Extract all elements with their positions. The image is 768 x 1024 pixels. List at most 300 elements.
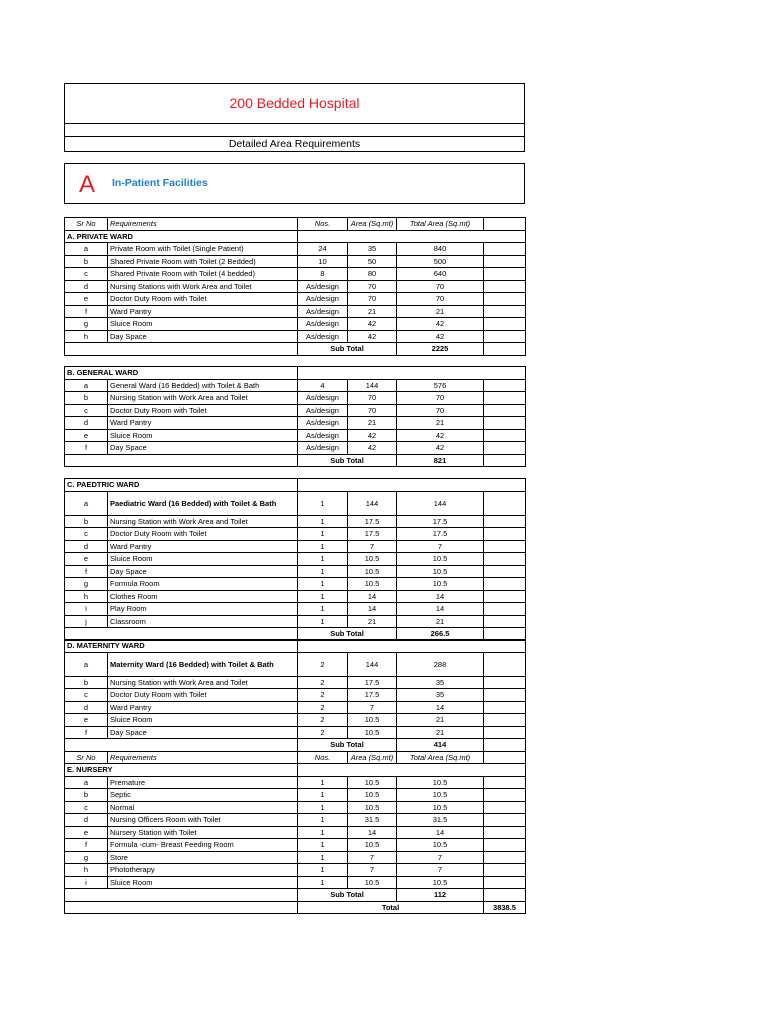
nos-cell: 1 [298, 603, 348, 616]
sr-no-cell: e [65, 293, 108, 306]
requirement-cell: Sluice Room [108, 714, 298, 727]
sr-no-cell: c [65, 528, 108, 541]
requirement-cell: Nursery Station with Toilet [108, 826, 298, 839]
blank-cell [484, 776, 526, 789]
area-cell: 7 [348, 851, 397, 864]
area-cell: 10.5 [348, 714, 397, 727]
area-cell: 10.5 [348, 553, 397, 566]
blank-cell [65, 901, 298, 914]
table-row [65, 417, 526, 430]
ward-heading-row [65, 640, 526, 653]
nos-cell: 1 [298, 565, 348, 578]
requirement-cell: Maternity Ward (16 Bedded) with Toilet & Bath [108, 652, 298, 676]
blank-cell [484, 540, 526, 553]
requirement-cell: Shared Private Room with Toilet (2 Bedded) [108, 255, 298, 268]
table-row [65, 565, 526, 578]
blank-cell [298, 640, 526, 653]
total-area-cell: 70 [397, 293, 484, 306]
area-cell: 10.5 [348, 801, 397, 814]
requirement-cell: General Ward (16 Bedded) with Toilet & Bath [108, 379, 298, 392]
total-area-cell: 640 [397, 268, 484, 281]
table-row [65, 801, 526, 814]
table-row [65, 839, 526, 852]
nos-cell: As/design [298, 404, 348, 417]
blank-cell [484, 305, 526, 318]
nos-cell: As/design [298, 429, 348, 442]
nos-cell: 2 [298, 689, 348, 702]
nos-cell: 1 [298, 528, 348, 541]
blank-cell [484, 318, 526, 331]
total-area-cell: 14 [397, 603, 484, 616]
blank-cell [65, 454, 298, 467]
table-row [65, 404, 526, 417]
sr-no-cell: b [65, 515, 108, 528]
sub-total-row [65, 454, 526, 467]
nos-cell: 1 [298, 578, 348, 591]
total-area-cell: 21 [397, 714, 484, 727]
nos-cell: 1 [298, 839, 348, 852]
sr-no-cell: i [65, 876, 108, 889]
total-area-cell: 21 [397, 615, 484, 628]
area-cell: 10.5 [348, 726, 397, 739]
nos-cell: 4 [298, 379, 348, 392]
sr-no-cell: j [65, 615, 108, 628]
title-box [64, 83, 525, 124]
requirement-cell: Play Room [108, 603, 298, 616]
sr-no-cell: h [65, 330, 108, 343]
sr-no-cell: e [65, 714, 108, 727]
area-cell: 14 [348, 590, 397, 603]
ward-heading-row [65, 479, 526, 492]
total-area-cell: 14 [397, 701, 484, 714]
col-header-total-area: Total Area (Sq.mt) [397, 751, 484, 764]
total-area-cell: 70 [397, 280, 484, 293]
area-cell: 17.5 [348, 689, 397, 702]
requirement-cell: Sluice Room [108, 876, 298, 889]
nos-cell: 1 [298, 515, 348, 528]
nos-cell: 2 [298, 714, 348, 727]
blank-cell [484, 714, 526, 727]
blank-cell [484, 429, 526, 442]
table-row [65, 442, 526, 455]
table-row [65, 293, 526, 306]
page-title: 200 Bedded Hospital [229, 95, 360, 111]
total-area-cell: 70 [397, 404, 484, 417]
requirement-cell: Day Space [108, 565, 298, 578]
total-area-cell: 42 [397, 318, 484, 331]
area-cell: 7 [348, 864, 397, 877]
table-row [65, 280, 526, 293]
sr-no-cell: f [65, 442, 108, 455]
blank-cell [484, 789, 526, 802]
total-area-cell: 31.5 [397, 814, 484, 827]
area-cell: 10.5 [348, 578, 397, 591]
nos-cell: 1 [298, 876, 348, 889]
area-cell: 10.5 [348, 876, 397, 889]
page-subtitle: Detailed Area Requirements [228, 138, 361, 150]
area-cell: 70 [348, 404, 397, 417]
column-header-row [65, 751, 526, 764]
sr-no-cell: h [65, 590, 108, 603]
col-header-requirements: Requirements [108, 751, 298, 764]
sr-no-cell: d [65, 417, 108, 430]
table-row [65, 590, 526, 603]
requirement-cell: Doctor Duty Room with Toilet [108, 293, 298, 306]
nos-cell: 1 [298, 801, 348, 814]
area-cell: 21 [348, 305, 397, 318]
sr-no-cell: e [65, 826, 108, 839]
requirement-cell: Private Room with Toilet (Single Patient) [108, 243, 298, 256]
ward-heading: D. MATERNITY WARD [65, 640, 298, 653]
area-cell: 144 [348, 379, 397, 392]
area-cell: 17.5 [348, 676, 397, 689]
total-area-cell: 576 [397, 379, 484, 392]
col-header-sr-no: Sr No [65, 751, 108, 764]
total-area-cell: 10.5 [397, 578, 484, 591]
sr-no-cell: f [65, 839, 108, 852]
sr-no-cell: d [65, 280, 108, 293]
sub-total-value: 414 [397, 739, 484, 752]
ward-heading: C. PAEDTRIC WARD [65, 479, 298, 492]
nos-cell: 1 [298, 590, 348, 603]
table-row [65, 776, 526, 789]
ward-heading: A. PRIVATE WARD [65, 230, 298, 243]
table-row [65, 714, 526, 727]
sr-no-cell: d [65, 540, 108, 553]
table-row [65, 268, 526, 281]
blank-cell [484, 652, 526, 676]
table-row [65, 553, 526, 566]
total-area-cell: 17.5 [397, 528, 484, 541]
nos-cell: As/design [298, 392, 348, 405]
sr-no-cell: a [65, 776, 108, 789]
requirement-cell: Nursing Station with Work Area and Toilet [108, 515, 298, 528]
nos-cell: 24 [298, 243, 348, 256]
ward-table [64, 217, 526, 356]
total-area-cell: 42 [397, 442, 484, 455]
blank-cell [298, 367, 526, 380]
sr-no-cell: g [65, 851, 108, 864]
ward-table [64, 478, 526, 641]
requirement-cell: Formula -cum- Breast Feeding Room [108, 839, 298, 852]
table-row [65, 615, 526, 628]
area-cell: 70 [348, 392, 397, 405]
blank-cell [484, 218, 526, 231]
area-cell: 10.5 [348, 839, 397, 852]
nos-cell: 1 [298, 615, 348, 628]
area-cell: 42 [348, 442, 397, 455]
total-area-cell: 42 [397, 429, 484, 442]
total-area-cell: 14 [397, 590, 484, 603]
requirement-cell: Sluice Room [108, 318, 298, 331]
area-cell: 42 [348, 429, 397, 442]
blank-cell [484, 603, 526, 616]
table-row [65, 814, 526, 827]
total-area-cell: 70 [397, 392, 484, 405]
table-row [65, 540, 526, 553]
requirement-cell: Phototherapy [108, 864, 298, 877]
total-area-cell: 42 [397, 330, 484, 343]
nos-cell: As/design [298, 442, 348, 455]
sr-no-cell: b [65, 392, 108, 405]
area-cell: 7 [348, 701, 397, 714]
table-row [65, 864, 526, 877]
sub-total-row [65, 343, 526, 356]
total-area-cell: 21 [397, 417, 484, 430]
area-cell: 14 [348, 826, 397, 839]
area-cell: 80 [348, 268, 397, 281]
sr-no-cell: b [65, 255, 108, 268]
requirement-cell: Nursing Stations with Work Area and Toilet [108, 280, 298, 293]
table-row [65, 243, 526, 256]
area-cell: 42 [348, 330, 397, 343]
requirement-cell: Ward Pantry [108, 417, 298, 430]
blank-cell [484, 814, 526, 827]
blank-cell [484, 826, 526, 839]
section-letter: A [79, 171, 96, 198]
ward-table [64, 639, 526, 914]
nos-cell: 2 [298, 701, 348, 714]
total-area-cell: 21 [397, 305, 484, 318]
area-cell: 144 [348, 652, 397, 676]
requirement-cell: Ward Pantry [108, 305, 298, 318]
requirement-cell: Nursing Station with Work Area and Toilet [108, 676, 298, 689]
total-area-cell: 10.5 [397, 876, 484, 889]
blank-cell [484, 343, 526, 356]
blank-cell [484, 454, 526, 467]
nos-cell: As/design [298, 305, 348, 318]
table-row [65, 392, 526, 405]
blank-cell [484, 392, 526, 405]
nos-cell: 2 [298, 652, 348, 676]
col-header-area: Area (Sq.mt) [348, 751, 397, 764]
nos-cell: 1 [298, 851, 348, 864]
blank-cell [484, 417, 526, 430]
sr-no-cell: a [65, 491, 108, 515]
blank-cell [484, 864, 526, 877]
sub-total-row [65, 739, 526, 752]
ward-heading-row [65, 764, 526, 777]
ward-heading: E. NURSERY [65, 764, 298, 777]
requirement-cell: Nursing Officers Room with Toilet [108, 814, 298, 827]
table-row [65, 689, 526, 702]
requirement-cell: Sluice Room [108, 553, 298, 566]
nos-cell: As/design [298, 293, 348, 306]
table-row [65, 330, 526, 343]
sr-no-cell: g [65, 578, 108, 591]
sub-total-row [65, 889, 526, 902]
requirement-cell: Clothes Room [108, 590, 298, 603]
total-area-cell: 144 [397, 491, 484, 515]
requirement-cell: Day Space [108, 330, 298, 343]
total-area-cell: 10.5 [397, 789, 484, 802]
sr-no-cell: e [65, 553, 108, 566]
col-header-nos: Nos. [298, 751, 348, 764]
col-header-requirements: Requirements [108, 218, 298, 231]
col-header-nos: Nos. [298, 218, 348, 231]
blank-cell [484, 839, 526, 852]
blank-cell [484, 726, 526, 739]
nos-cell: 1 [298, 789, 348, 802]
sr-no-cell: c [65, 689, 108, 702]
requirement-cell: Septic [108, 789, 298, 802]
sub-total-label: Sub Total [298, 454, 397, 467]
requirement-cell: Day Space [108, 442, 298, 455]
sr-no-cell: h [65, 864, 108, 877]
total-area-cell: 10.5 [397, 776, 484, 789]
blank-cell [484, 293, 526, 306]
sr-no-cell: c [65, 268, 108, 281]
area-cell: 21 [348, 615, 397, 628]
sr-no-cell: b [65, 789, 108, 802]
total-area-cell: 10.5 [397, 839, 484, 852]
column-header-row [65, 218, 526, 231]
total-area-cell: 10.5 [397, 565, 484, 578]
blank-cell [484, 515, 526, 528]
table-row [65, 305, 526, 318]
area-cell: 31.5 [348, 814, 397, 827]
ward-heading-row [65, 230, 526, 243]
total-area-cell: 14 [397, 826, 484, 839]
total-area-cell: 288 [397, 652, 484, 676]
sub-total-label: Sub Total [298, 628, 397, 641]
col-header-area: Area (Sq.mt) [348, 218, 397, 231]
sub-total-value: 112 [397, 889, 484, 902]
section-title: In-Patient Facilities [112, 177, 208, 189]
blank-cell [484, 528, 526, 541]
total-area-cell: 10.5 [397, 801, 484, 814]
sr-no-cell: a [65, 652, 108, 676]
total-area-cell: 17.5 [397, 515, 484, 528]
table-row [65, 676, 526, 689]
blank-cell [484, 889, 526, 902]
table-row [65, 652, 526, 676]
nos-cell: 1 [298, 540, 348, 553]
col-header-sr-no: Sr No [65, 218, 108, 231]
nos-cell: As/design [298, 318, 348, 331]
table-row [65, 603, 526, 616]
blank-cell [484, 243, 526, 256]
area-cell: 7 [348, 540, 397, 553]
section-header [64, 163, 525, 204]
blank-cell [484, 280, 526, 293]
area-cell: 14 [348, 603, 397, 616]
nos-cell: As/design [298, 330, 348, 343]
area-cell: 17.5 [348, 515, 397, 528]
requirement-cell: Normal [108, 801, 298, 814]
nos-cell: 1 [298, 826, 348, 839]
blank-cell [484, 330, 526, 343]
requirement-cell: Store [108, 851, 298, 864]
grand-total-label: Total [298, 901, 484, 914]
sr-no-cell: c [65, 404, 108, 417]
area-cell: 17.5 [348, 528, 397, 541]
blank-cell [484, 676, 526, 689]
blank-cell [484, 255, 526, 268]
sr-no-cell: g [65, 318, 108, 331]
blank-cell [484, 268, 526, 281]
blank-cell [484, 751, 526, 764]
requirement-cell: Ward Pantry [108, 701, 298, 714]
table-row [65, 515, 526, 528]
blank-row [64, 123, 525, 137]
nos-cell: 1 [298, 776, 348, 789]
blank-cell [484, 851, 526, 864]
total-area-cell: 840 [397, 243, 484, 256]
requirement-cell: Premature [108, 776, 298, 789]
requirement-cell: Doctor Duty Room with Toilet [108, 404, 298, 417]
sub-total-value: 2225 [397, 343, 484, 356]
sub-total-value: 266.5 [397, 628, 484, 641]
sub-total-value: 821 [397, 454, 484, 467]
grand-total-value: 3838.5 [484, 901, 526, 914]
sr-no-cell: b [65, 676, 108, 689]
table-row [65, 876, 526, 889]
requirement-cell: Day Space [108, 726, 298, 739]
requirement-cell: Doctor Duty Room with Toilet [108, 528, 298, 541]
area-cell: 42 [348, 318, 397, 331]
requirement-cell: Sluice Room [108, 429, 298, 442]
sr-no-cell: a [65, 243, 108, 256]
blank-cell [484, 491, 526, 515]
ward-heading-row [65, 367, 526, 380]
area-cell: 70 [348, 280, 397, 293]
requirement-cell: Shared Private Room with Toilet (4 bedded) [108, 268, 298, 281]
blank-cell [484, 578, 526, 591]
nos-cell: As/design [298, 417, 348, 430]
nos-cell: 10 [298, 255, 348, 268]
blank-cell [65, 889, 298, 902]
nos-cell: 2 [298, 676, 348, 689]
col-header-total-area: Total Area (Sq.mt) [397, 218, 484, 231]
table-row [65, 255, 526, 268]
nos-cell: 2 [298, 726, 348, 739]
area-cell: 21 [348, 417, 397, 430]
requirement-cell: Formula Room [108, 578, 298, 591]
sub-total-label: Sub Total [298, 739, 397, 752]
blank-cell [298, 764, 526, 777]
table-row [65, 491, 526, 515]
sr-no-cell: d [65, 814, 108, 827]
nos-cell: 1 [298, 864, 348, 877]
table-row [65, 726, 526, 739]
grand-total-row [65, 901, 526, 914]
sr-no-cell: d [65, 701, 108, 714]
blank-cell [484, 615, 526, 628]
blank-cell [298, 479, 526, 492]
blank-cell [484, 404, 526, 417]
table-row [65, 379, 526, 392]
area-cell: 50 [348, 255, 397, 268]
blank-cell [484, 553, 526, 566]
blank-cell [484, 590, 526, 603]
table-row [65, 789, 526, 802]
blank-cell [298, 230, 526, 243]
table-row [65, 851, 526, 864]
blank-cell [484, 739, 526, 752]
area-cell: 35 [348, 243, 397, 256]
sr-no-cell: e [65, 429, 108, 442]
blank-cell [484, 876, 526, 889]
blank-cell [484, 442, 526, 455]
table-row [65, 318, 526, 331]
nos-cell: As/design [298, 280, 348, 293]
ward-heading: B. GENERAL WARD [65, 367, 298, 380]
total-area-cell: 7 [397, 851, 484, 864]
total-area-cell: 21 [397, 726, 484, 739]
sr-no-cell: a [65, 379, 108, 392]
table-row [65, 429, 526, 442]
